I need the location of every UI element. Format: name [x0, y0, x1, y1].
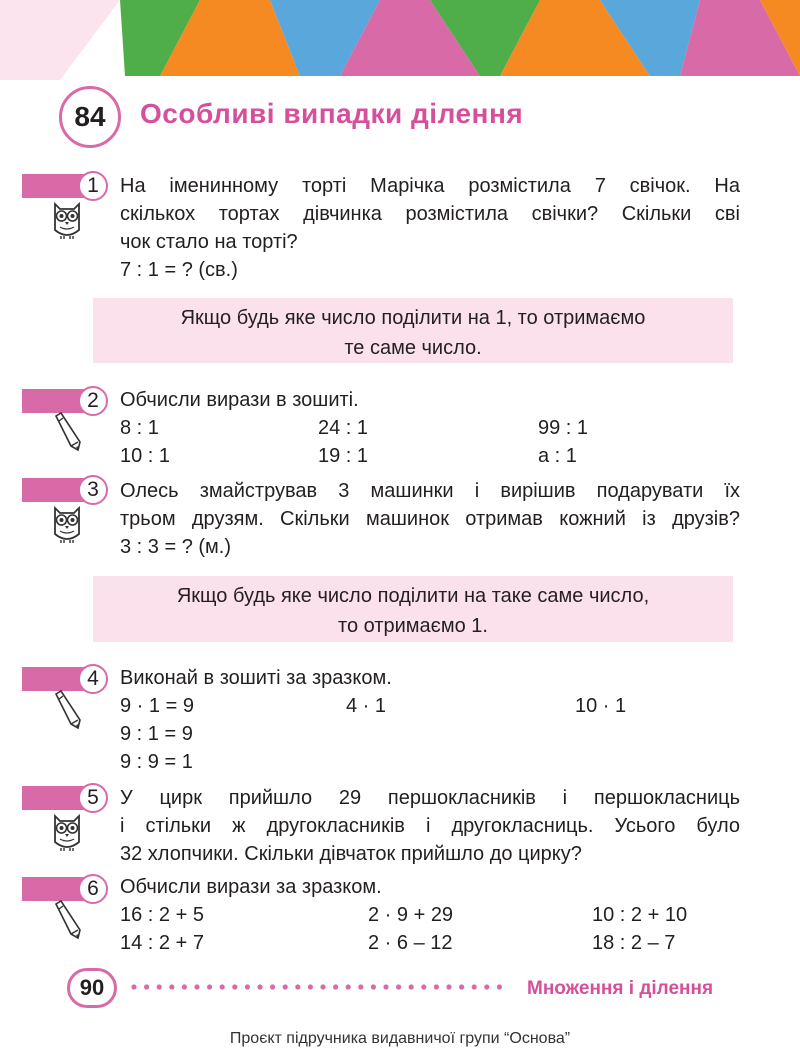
expression: 9 : 9 = 1 [120, 751, 193, 773]
pencil-icon [50, 690, 84, 730]
task-number: 1 [78, 171, 108, 201]
expression: 10 : 2 + 10 [592, 904, 688, 926]
owl-icon [50, 200, 84, 240]
task-3-line-3: 3 : 3 = ? (м.) [120, 536, 232, 558]
divider-dot [346, 984, 351, 989]
rule-line: то отримаємо 1. [338, 615, 488, 637]
task-5-line-2: і стільки ж другокласників і другокласниць. Усього було [120, 815, 740, 837]
section-title: Множення і ділення [527, 978, 714, 999]
divider-dot [245, 984, 250, 989]
task-number: 5 [78, 783, 108, 813]
pencil-icon [50, 412, 84, 452]
expression: 9 : 1 = 9 [120, 723, 193, 745]
divider-dot [371, 984, 376, 989]
expression: 99 : 1 [538, 417, 589, 439]
expression: 18 : 2 – 7 [592, 932, 676, 954]
divider-dot [497, 984, 502, 989]
expression: 24 : 1 [318, 417, 369, 439]
divider-dot [446, 984, 451, 989]
divider-dot [220, 984, 225, 989]
divider-dot [131, 984, 136, 989]
expression: 2 · 6 – 12 [368, 932, 453, 954]
task-6-line-1: Обчисли вирази за зразком. [120, 876, 382, 898]
task-number: 4 [78, 664, 108, 694]
expression: 14 : 2 + 7 [120, 932, 204, 954]
divider-dot [157, 984, 162, 989]
task-5-line-3: 32 хлопчики. Скільки дівчаток прийшло до цирку? [120, 843, 582, 865]
dotted-divider [130, 976, 508, 998]
task-1-line-2: скількох тортах дівчинка розмістила свічки? Скільки сві [120, 203, 740, 225]
rule-line: Якщо будь яке число поділити на 1, то отримаємо [180, 307, 646, 329]
divider-dot [283, 984, 288, 989]
page-number: 90 [67, 968, 117, 1008]
divider-dot [257, 984, 262, 989]
lesson-title: Особливі випадки ділення [140, 98, 524, 129]
task-3-line-1: Олесь змайстрував 3 машинки і вирішив подарувати їх [120, 480, 740, 502]
task-1-line-1: На іменинному торті Марічка розмістила 7 свічок. На [120, 175, 740, 197]
divider-dot [333, 984, 338, 989]
rule-box [93, 298, 733, 363]
divider-dot [396, 984, 401, 989]
expression: 10 · 1 [575, 695, 627, 717]
rule-box [93, 576, 733, 642]
task-1-line-4: 7 : 1 = ? (св.) [120, 259, 238, 281]
task-number: 2 [78, 386, 108, 416]
expression: 16 : 2 + 5 [120, 904, 204, 926]
rule-line: те саме число. [344, 337, 482, 359]
owl-icon [50, 812, 84, 852]
task-2-line-1: Обчисли вирази в зошиті. [120, 389, 359, 411]
divider-dot [295, 984, 300, 989]
task-4-line-1: Виконай в зошиті за зразком. [120, 667, 392, 689]
task-number: 3 [78, 475, 108, 505]
divider-dot [484, 984, 489, 989]
lesson-number: 84 [59, 86, 121, 148]
divider-dot [459, 984, 464, 989]
task-3-line-2: трьом друзям. Скільки машинок отримав кожний із друзів? [120, 508, 740, 530]
expression: 10 : 1 [120, 445, 171, 467]
divider-dot [409, 984, 414, 989]
publisher-credit: Проєкт підручника видавничої групи “Основа” [229, 1030, 571, 1047]
divider-dot [434, 984, 439, 989]
divider-dot [421, 984, 426, 989]
divider-dot [207, 984, 212, 989]
divider-dot [308, 984, 313, 989]
expression: 8 : 1 [120, 417, 159, 439]
divider-dot [182, 984, 187, 989]
divider-dot [194, 984, 199, 989]
divider-dot [144, 984, 149, 989]
divider-dot [232, 984, 237, 989]
divider-dot [270, 984, 275, 989]
task-1-line-3: чок стало на торті? [120, 231, 298, 253]
owl-icon [50, 504, 84, 544]
task-number: 6 [78, 874, 108, 904]
top-banner [0, 0, 800, 80]
divider-dot [169, 984, 174, 989]
rule-line: Якщо будь яке число поділити на таке саме число, [176, 585, 650, 607]
divider-dot [320, 984, 325, 989]
expression: 4 · 1 [346, 695, 387, 717]
divider-dot [358, 984, 363, 989]
expression: a : 1 [538, 445, 577, 467]
divider-dot [383, 984, 388, 989]
pencil-icon [50, 900, 84, 940]
divider-dot [472, 984, 477, 989]
task-5-line-1: У цирк прийшло 29 першокласників і першокласниць [120, 787, 740, 809]
expression: 2 · 9 + 29 [368, 904, 454, 926]
expression: 9 · 1 = 9 [120, 695, 194, 717]
expression: 19 : 1 [318, 445, 369, 467]
